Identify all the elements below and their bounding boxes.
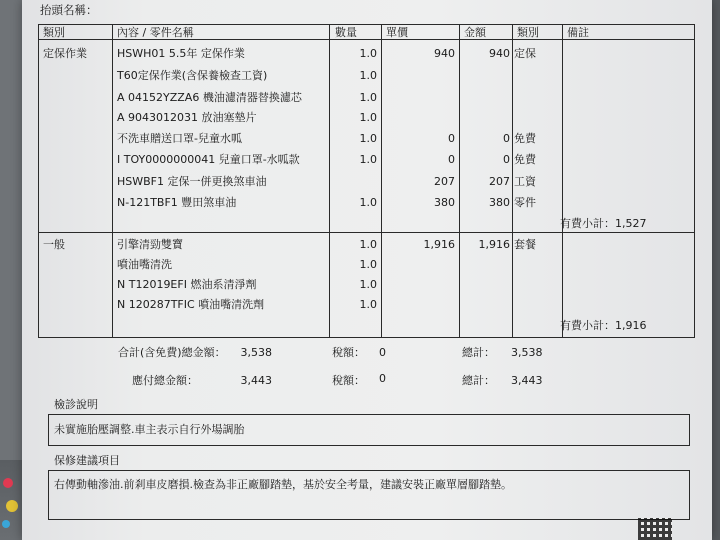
total-label: 合計(含免費)總金額： — [118, 346, 226, 359]
item-price: 940 — [434, 47, 455, 60]
header-qty: 數量 — [335, 26, 357, 39]
suggestion-text: 右傳動軸滲油.前剎車皮磨損.檢查為非正廠腳踏墊，基於安全考量，建議安裝正廠單層腳踏墊。 — [54, 478, 512, 491]
header-category: 類別 — [43, 26, 65, 39]
header-price: 單價 — [386, 26, 408, 39]
item-name: HSWH01 5.5年 定保作業 — [117, 47, 245, 60]
item-name: N-121TBF1 豐田煞車油 — [117, 196, 237, 209]
item-qty: 1.0 — [359, 238, 377, 251]
item-price: 380 — [434, 196, 455, 209]
column-divider — [112, 25, 113, 337]
item-qty: 1.0 — [359, 111, 377, 124]
item-amount: 1,916 — [478, 238, 510, 251]
column-divider — [512, 25, 513, 337]
item-type: 零件 — [514, 196, 536, 209]
decoration-dot — [2, 520, 10, 528]
item-type: 工資 — [514, 175, 536, 188]
item-qty: 1.0 — [359, 153, 377, 166]
item-type: 免費 — [514, 153, 536, 166]
item-qty: 1.0 — [359, 47, 377, 60]
item-qty: 1.0 — [359, 69, 377, 82]
suggestion-box — [48, 470, 690, 520]
item-type: 定保 — [514, 47, 536, 60]
item-name: N 120287TFIC 噴油嘴清洗劑 — [117, 298, 265, 311]
item-price: 1,916 — [423, 238, 455, 251]
inspection-heading: 檢診說明 — [54, 398, 98, 411]
header-type: 類別 — [517, 26, 539, 39]
inspection-box — [48, 414, 690, 446]
item-name: N T12019EFI 燃油系清淨劑 — [117, 278, 257, 291]
item-qty: 1.0 — [359, 258, 377, 271]
suggestion-heading: 保修建議項目 — [54, 454, 120, 467]
section-category: 定保作業 — [43, 47, 87, 60]
item-name: A 04152YZZA6 機油濾清器替換濾芯 — [117, 91, 302, 104]
column-divider — [562, 25, 563, 337]
item-name: HSWBF1 定保一併更換煞車油 — [117, 175, 267, 188]
inspection-text: 未實施胎壓調整.車主表示自行外場調胎 — [54, 423, 245, 436]
section-category: 一般 — [43, 238, 65, 251]
qr-code — [638, 518, 672, 540]
sum-value: 3,538 — [511, 346, 543, 359]
payable-value: 3,443 — [240, 374, 272, 387]
item-price: 207 — [434, 175, 455, 188]
item-amount: 0 — [503, 132, 510, 145]
item-type: 套餐 — [514, 238, 536, 251]
section-subtotal: 有費小計：1,916 — [560, 319, 647, 332]
decoration-dot — [3, 478, 13, 488]
header-divider — [39, 39, 694, 40]
tax-label: 稅額： — [332, 346, 365, 359]
item-name: A 9043012031 放油塞墊片 — [117, 111, 257, 124]
item-amount: 380 — [489, 196, 510, 209]
header-amount: 金額 — [464, 26, 486, 39]
item-qty: 1.0 — [359, 298, 377, 311]
decoration-dot — [6, 500, 18, 512]
item-name: T60定保作業(含保養檢查工資) — [117, 69, 268, 82]
header-item: 內容 / 零件名稱 — [117, 26, 194, 39]
sum-label: 總計： — [462, 346, 495, 359]
item-qty: 1.0 — [359, 91, 377, 104]
tax-value: 0 — [379, 346, 386, 359]
item-amount: 940 — [489, 47, 510, 60]
item-name: 噴油嘴清洗 — [117, 258, 172, 271]
line-items-table — [38, 24, 695, 338]
item-qty: 1.0 — [359, 196, 377, 209]
item-qty: 1.0 — [359, 132, 377, 145]
header-title: 抬頭名稱： — [40, 3, 98, 17]
item-price: 0 — [448, 153, 455, 166]
payable-label: 應付總金額： — [132, 374, 198, 387]
item-name: 不洗車贈送口罩-兒童水呱 — [117, 132, 242, 145]
header-remarks: 備註 — [567, 26, 589, 39]
sum-label: 總計： — [462, 374, 495, 387]
section-subtotal: 有費小計：1,527 — [560, 217, 647, 230]
item-amount: 0 — [503, 153, 510, 166]
section-divider — [39, 232, 694, 233]
item-type: 免費 — [514, 132, 536, 145]
item-amount: 207 — [489, 175, 510, 188]
sum-value: 3,443 — [511, 374, 543, 387]
item-name: 引擎清勁雙寶 — [117, 238, 183, 251]
invoice-paper — [22, 0, 712, 540]
tax-label: 稅額： — [332, 374, 365, 387]
item-name: I TOY0000000041 兒童口罩-水呱款 — [117, 153, 300, 166]
total-value: 3,538 — [240, 346, 272, 359]
item-price: 0 — [448, 132, 455, 145]
item-qty: 1.0 — [359, 278, 377, 291]
tax-value: 0 — [379, 372, 386, 385]
